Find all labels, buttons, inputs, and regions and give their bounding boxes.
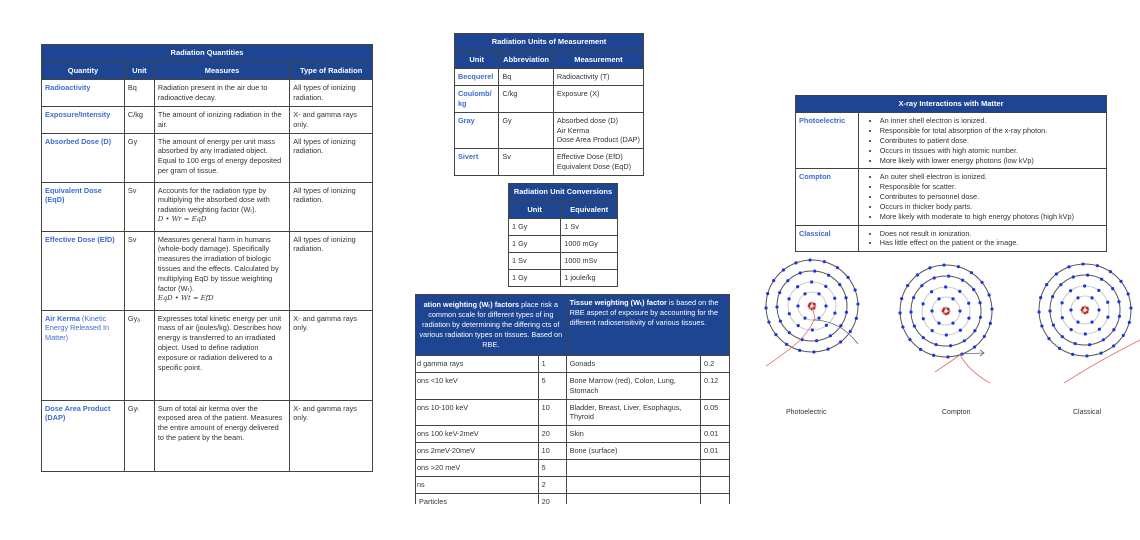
- electron-dot: [1070, 328, 1073, 331]
- electron-dot: [1099, 352, 1102, 355]
- electron-dot: [1090, 296, 1093, 299]
- table-title: Radiation Quantities: [42, 45, 373, 62]
- electron-dot: [1106, 301, 1109, 304]
- electron-dot: [788, 331, 791, 334]
- electron-dot: [922, 336, 925, 339]
- electron-dot: [1040, 324, 1043, 327]
- electron-dot: [856, 302, 859, 305]
- electron-dot: [919, 348, 922, 351]
- quantity-name: Air Kerma: [45, 313, 80, 323]
- bullet-item: • More likely with moderate to high energy photons (high kVp): [880, 212, 1103, 222]
- radiation-type-cell: All types of ionizing radiation.: [290, 80, 373, 107]
- measures-text: The amount of ionizing radiation in the air.: [157, 109, 282, 129]
- electron-dot: [1117, 300, 1120, 303]
- tissue-weight: 0.01: [701, 443, 730, 460]
- electron-dot: [944, 285, 947, 288]
- electron-dot: [1061, 316, 1064, 319]
- bullet-item: • Contributes to personnel dose.: [880, 192, 1103, 202]
- electron-dot: [963, 339, 966, 342]
- measures-text: Accounts for the radiation type by multiplying the absorbed dose with radiation weighting factor (Wᵣ).: [157, 185, 270, 215]
- equivalent: 1 joule/kg: [561, 270, 618, 287]
- quantity-name: Dose Area Product (DAP): [45, 403, 111, 423]
- electron-dot: [930, 309, 933, 312]
- bullet-item: • An inner shell electron is ionized.: [880, 116, 1103, 126]
- radiation-weight: 10: [538, 443, 566, 460]
- measurement: Exposure (X): [553, 85, 643, 112]
- electron-shell: [932, 297, 960, 325]
- electron-dot: [803, 292, 806, 295]
- caption-classical: Classical: [1073, 409, 1102, 416]
- electron-shell: [922, 287, 970, 335]
- tissue-weight: 0.2: [701, 356, 730, 373]
- radiation-type: ons 10-100 keV: [416, 399, 539, 426]
- electron-dot: [908, 338, 911, 341]
- electron-dot: [1045, 283, 1048, 286]
- electron-dot: [900, 297, 903, 300]
- electron-dot: [967, 316, 970, 319]
- radiation-weight: 20: [538, 426, 566, 443]
- electron-dot: [849, 330, 852, 333]
- electron-dot: [812, 350, 815, 353]
- bullet-item: • Contributes to patient dose.: [880, 136, 1103, 146]
- electron-dot: [1072, 275, 1075, 278]
- electron-dot: [972, 288, 975, 291]
- electron-dot: [813, 270, 816, 273]
- electron-dot: [921, 302, 924, 305]
- electron-dot: [970, 271, 973, 274]
- photon-wave: [935, 355, 990, 383]
- electron-dot: [826, 348, 829, 351]
- electron-dot: [855, 317, 858, 320]
- tissue: Skin: [566, 426, 700, 443]
- unit: 1 Gy: [509, 219, 561, 236]
- tissue-weight: 0.12: [701, 372, 730, 399]
- electron-dot: [854, 288, 857, 291]
- tissue-weighting-header: Tissue weighting (Wₜ) factor is based on the RBE aspect of exposure by accounting for the different radiosensitivity of various tissues.: [566, 295, 729, 356]
- electron-dot: [1069, 289, 1072, 292]
- electron-dot: [817, 292, 820, 295]
- quantity-name: Equivalent Dose (EqD): [45, 185, 102, 205]
- electron-dot: [1118, 315, 1121, 318]
- electron-dot: [782, 268, 785, 271]
- electron-dot: [1074, 342, 1077, 345]
- radiation-type: ons <10 keV: [416, 372, 539, 399]
- unit-cell: Gy: [124, 133, 154, 182]
- electron-dot: [844, 296, 847, 299]
- electron-dot: [935, 343, 938, 346]
- electron-dot: [1086, 274, 1089, 277]
- electron-dot: [1112, 328, 1115, 331]
- quantity-name: Exposure/Intensity: [45, 109, 111, 119]
- interaction-name: Compton: [796, 169, 859, 225]
- photon-wave: [1064, 340, 1140, 383]
- electron-dot: [1039, 296, 1042, 299]
- equivalent: 1000 mGy: [561, 236, 618, 253]
- electron-dot: [1097, 308, 1100, 311]
- measures-text: The amount of energy per unit mass absorbed by any irradiated object. Equal to 100 ergs of energy deposited per gram of tissue.: [157, 136, 282, 176]
- electron-dot: [772, 279, 775, 282]
- electron-dot: [823, 260, 826, 263]
- table-title: Radiation Unit Conversions: [509, 184, 618, 201]
- column-header: Quantity: [42, 62, 125, 80]
- electron-dot: [778, 291, 781, 294]
- nucleus-particle: [947, 308, 950, 311]
- electron-dot: [1090, 321, 1093, 324]
- electron-dot: [779, 320, 782, 323]
- electron-dot: [967, 302, 970, 305]
- column-header: Measurement: [553, 51, 643, 69]
- electron-dot: [947, 275, 950, 278]
- electron-dot: [1059, 283, 1062, 286]
- interaction-name: Photoelectric: [796, 113, 859, 169]
- electron-dot: [922, 317, 925, 320]
- electron-dot: [827, 274, 830, 277]
- radiation-type-cell: X- and gamma rays only.: [290, 106, 373, 133]
- electron-dot: [1061, 335, 1064, 338]
- electron-dot: [913, 325, 916, 328]
- electron-dot: [931, 329, 934, 332]
- electron-dot: [1051, 295, 1054, 298]
- electron-dot: [1055, 272, 1058, 275]
- unit-cell: C/kg: [124, 106, 154, 133]
- electron-dot: [1122, 334, 1125, 337]
- electron-dot: [764, 306, 767, 309]
- electron-dot: [906, 284, 909, 287]
- electron-dot: [1052, 324, 1055, 327]
- electron-dot: [945, 333, 948, 336]
- electron-dot: [785, 343, 788, 346]
- electron-dot: [803, 317, 806, 320]
- electron-dot: [796, 304, 799, 307]
- radiation-type-cell: All types of ionizing radiation.: [290, 133, 373, 182]
- table-title: Radiation Units of Measurement: [455, 34, 644, 51]
- radiation-weighting-header: ation weighting (Wᵣ) factors place risk a common scale for different types of ing radiation by determining the differing cts of various radiation types on tissues. Based on RBE.: [416, 295, 567, 356]
- bullet-item: • Occurs in tissues with high atomic number.: [880, 146, 1103, 156]
- electron-dot: [786, 279, 789, 282]
- electron-dot: [1119, 280, 1122, 283]
- radiation-weight: 10: [538, 399, 566, 426]
- electron-dot: [959, 329, 962, 332]
- table-title: X-ray Interactions with Matter: [796, 96, 1107, 113]
- electron-dot: [798, 349, 801, 352]
- electron-dot: [1071, 353, 1074, 356]
- electron-dot: [845, 311, 848, 314]
- electron-dot: [1088, 343, 1091, 346]
- electron-dot: [951, 322, 954, 325]
- column-header: Type of Radiation: [290, 62, 373, 80]
- electron-dot: [846, 276, 849, 279]
- quantity-name: Effective Dose (EfD): [45, 234, 115, 244]
- electron-dot: [951, 297, 954, 300]
- quantity-name: Absorbed Dose (D): [45, 136, 112, 146]
- electron-dot: [774, 333, 777, 336]
- column-header: Equivalent: [561, 201, 618, 219]
- unit-cell: Sv: [124, 231, 154, 310]
- electron-dot: [989, 322, 992, 325]
- electron-dot: [796, 285, 799, 288]
- column-header: Measures: [154, 62, 289, 80]
- unit-name: Gray: [455, 112, 499, 149]
- column-header: Unit: [509, 201, 561, 219]
- electron-dot: [1048, 309, 1051, 312]
- electron-dot: [810, 280, 813, 283]
- measures-text: Sum of total air kerma over the exposed area of the patient. Measures the entire amount of energy delivered to the patient by the beam.: [157, 403, 283, 443]
- electron-dot: [979, 316, 982, 319]
- electron-dot: [916, 273, 919, 276]
- unit-name: Sivert: [455, 149, 499, 176]
- electron-dot: [839, 340, 842, 343]
- electron-dot: [1058, 347, 1061, 350]
- equivalent: 1 Sv: [561, 219, 618, 236]
- tissue: Bone Marrow (red), Colon, Lung, Stomach: [566, 372, 700, 399]
- caption-photoelectric: Photoelectric: [786, 409, 827, 416]
- electron-dot: [824, 304, 827, 307]
- tissue: Bone (surface): [566, 443, 700, 460]
- electron-dot: [937, 322, 940, 325]
- electron-dot: [958, 309, 961, 312]
- electron-dot: [1060, 301, 1063, 304]
- electron-dot: [909, 310, 912, 313]
- electron-dot: [829, 334, 832, 337]
- electron-dot: [973, 329, 976, 332]
- radiation-type: ons 2meV-20meV: [416, 443, 539, 460]
- unit-cell: Sv: [124, 182, 154, 231]
- electron-dot: [1106, 315, 1109, 318]
- electron-dot: [833, 311, 836, 314]
- unit-cell: Gyₐ: [124, 310, 154, 400]
- electron-dot: [1111, 287, 1114, 290]
- bullet-item: • More likely with lower energy photons (low kVp): [880, 156, 1103, 166]
- radiation-type: ns: [416, 477, 539, 494]
- unit: 1 Gy: [509, 270, 561, 287]
- electron-dot: [817, 317, 820, 320]
- electron-dot: [973, 345, 976, 348]
- electron-dot: [1096, 264, 1099, 267]
- radiation-weight: 5: [538, 460, 566, 477]
- electron-dot: [1037, 310, 1040, 313]
- electron-dot: [838, 283, 841, 286]
- electron-dot: [1047, 337, 1050, 340]
- electron-dot: [901, 325, 904, 328]
- electron-shell: [1039, 264, 1131, 356]
- equivalent: 1000 mSv: [561, 253, 618, 270]
- formula: EqD • Wt = EfD: [157, 293, 214, 302]
- electron-dot: [1098, 328, 1101, 331]
- electron-dot: [797, 324, 800, 327]
- electron-dot: [928, 266, 931, 269]
- unit-name: Coulomb/kg: [455, 85, 499, 112]
- electron-dot: [1076, 296, 1079, 299]
- quantity-name: Radioactivity: [45, 83, 91, 93]
- electron-dot: [920, 284, 923, 287]
- electron-dot: [836, 266, 839, 269]
- bullet-item: • Responsible for total absorption of the x-ray photon.: [880, 126, 1103, 136]
- electron-dot: [980, 281, 983, 284]
- column-header: Abbreviation: [499, 51, 554, 69]
- photon-wave: [766, 306, 815, 366]
- bullet-item: • Has little effect on the patient or the image.: [880, 238, 1103, 248]
- bullet-item: • Responsible for scatter.: [880, 182, 1103, 192]
- radiation-weight: 1: [538, 356, 566, 373]
- electron-dot: [912, 296, 915, 299]
- tissue: Bladder, Breast, Liver, Esophagus, Thyroid: [566, 399, 700, 426]
- measures-text: Measures general harm in humans (whole-body damage). Specifically measures the irradiation of biologic tissues and the effects. Calculated by multiplying EqD by tissue weighting factor (Wₜ).: [157, 234, 279, 293]
- electron-dot: [1128, 321, 1131, 324]
- electron-dot: [833, 297, 836, 300]
- measures-text: Expresses total kinetic energy per unit mass of air (joules/kg). Describes how energy is transferred to an irradiated object. Used to define radiation exposure or radiation delivered to a specific point.: [157, 313, 282, 372]
- measurement: Effective Dose (EfD) Equivalent Dose (EqD): [553, 149, 643, 176]
- electron-dot: [1085, 354, 1088, 357]
- radiation-type-cell: X- and gamma rays only.: [290, 310, 373, 400]
- unit: 1 Sv: [509, 253, 561, 270]
- bullet-item: • An outer shell electron is ionized.: [880, 172, 1103, 182]
- radiation-type-cell: All types of ionizing radiation.: [290, 231, 373, 310]
- unit: 1 Gy: [509, 236, 561, 253]
- electron-dot: [1129, 306, 1132, 309]
- electron-dot: [930, 290, 933, 293]
- caption-compton: Compton: [942, 409, 971, 416]
- radiation-type: Particles: [416, 493, 539, 504]
- electron-dot: [1081, 262, 1084, 265]
- radiation-type: d gamma rays: [416, 356, 539, 373]
- electron-dot: [1127, 292, 1130, 295]
- electron-dot: [775, 305, 778, 308]
- electron-dot: [990, 307, 993, 310]
- electron-dot: [942, 263, 945, 266]
- radiation-weight: 20: [538, 493, 566, 504]
- electron-dot: [937, 297, 940, 300]
- column-header: Unit: [455, 51, 499, 69]
- tissue: Gonads: [566, 356, 700, 373]
- electron-dot: [1067, 265, 1070, 268]
- radiation-type: ons 100 keV-2meV: [416, 426, 539, 443]
- abbreviation: Bq: [499, 69, 554, 86]
- electron-dot: [808, 258, 811, 261]
- electron-dot: [949, 344, 952, 347]
- radiation-type-cell: All types of ionizing radiation.: [290, 182, 373, 231]
- measurement: Radioactivity (T): [553, 69, 643, 86]
- electron-dot: [794, 261, 797, 264]
- electron-dot: [932, 354, 935, 357]
- radiation-weight: 5: [538, 372, 566, 399]
- quantity-subtitle: (Kinetic Energy Released In Matter): [45, 313, 110, 343]
- electron-dot: [811, 328, 814, 331]
- electron-dot: [815, 339, 818, 342]
- electron-dot: [1109, 270, 1112, 273]
- electron-dot: [799, 271, 802, 274]
- electron-dot: [787, 297, 790, 300]
- unit-cell: Bq: [124, 80, 154, 107]
- electron-dot: [1100, 278, 1103, 281]
- bullet-item: • Occurs in thicker body parts.: [880, 202, 1103, 212]
- electron-dot: [1083, 284, 1086, 287]
- abbreviation: Gy: [499, 112, 554, 149]
- electron-dot: [1076, 321, 1079, 324]
- nucleus-particle: [813, 303, 816, 306]
- electron-shell: [1061, 286, 1109, 334]
- electron-dot: [983, 335, 986, 338]
- electron-dot: [825, 324, 828, 327]
- radiation-type: ons >20 meV: [416, 460, 539, 477]
- electron-shell: [1071, 296, 1099, 324]
- electron-dot: [898, 311, 901, 314]
- electron-dot: [1069, 308, 1072, 311]
- radiation-type-cell: X- and gamma rays only.: [290, 400, 373, 471]
- electron-dot: [988, 293, 991, 296]
- abbreviation: Sv: [499, 149, 554, 176]
- electron-dot: [1112, 344, 1115, 347]
- electron-dot: [933, 276, 936, 279]
- electron-dot: [788, 312, 791, 315]
- measures-text: Radiation present in the air due to radioactive decay.: [157, 83, 268, 102]
- electron-dot: [978, 301, 981, 304]
- electron-dot: [1102, 338, 1105, 341]
- column-header: Unit: [124, 62, 154, 80]
- tissue-weight: 0.05: [701, 399, 730, 426]
- bullet-item: • Does not result in ionization.: [880, 229, 1103, 239]
- electron-dot: [767, 320, 770, 323]
- electron-dot: [958, 290, 961, 293]
- unit-cell: Gyₗ: [124, 400, 154, 471]
- electron-dot: [1097, 289, 1100, 292]
- electron-dot: [1084, 332, 1087, 335]
- electron-dot: [957, 265, 960, 268]
- electron-dot: [946, 355, 949, 358]
- abbreviation: C/kg: [499, 85, 554, 112]
- unit-name: Becquerel: [455, 69, 499, 86]
- electron-dot: [824, 285, 827, 288]
- electron-dot: [961, 279, 964, 282]
- tissue-weight: 0.01: [701, 426, 730, 443]
- measurement: Absorbed dose (D) Air Kerma Dose Area Product (DAP): [553, 112, 643, 149]
- interaction-name: Classical: [796, 225, 859, 252]
- electron-dot: [766, 292, 769, 295]
- radiation-weight: 2: [538, 477, 566, 494]
- formula: D • Wr = EqD: [157, 215, 207, 224]
- electron-shell: [900, 265, 992, 357]
- nucleus-particle: [1086, 307, 1089, 310]
